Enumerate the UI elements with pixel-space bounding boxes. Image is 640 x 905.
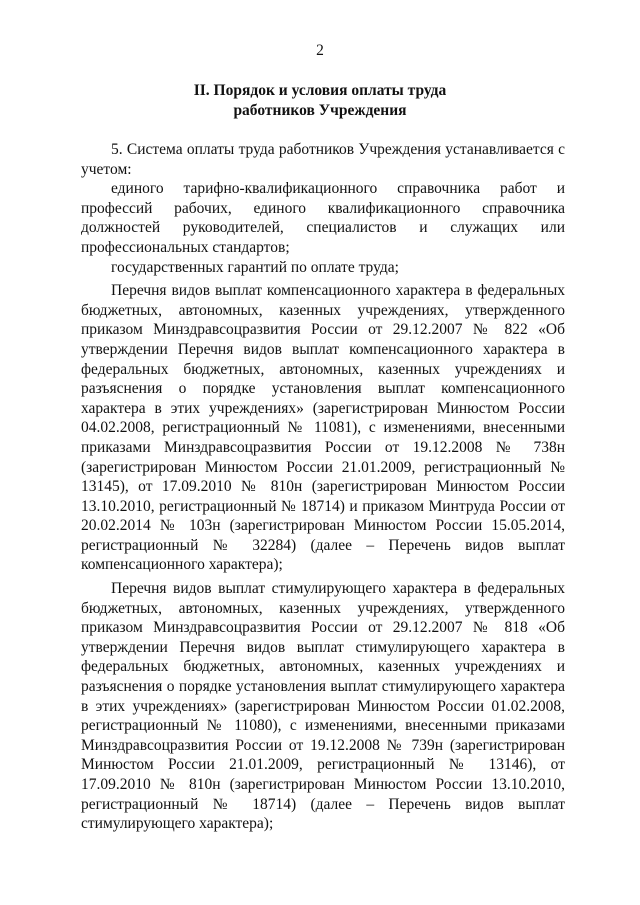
paragraph-qualification-reference: единого тарифно-квалификационного справочника работ и профессий рабочих, единого квалификационного справочника должностей руководителей, специалистов и служащих или профессиональных стандартов;	[81, 180, 565, 256]
paragraph-incentive-payments: Перечня видов выплат стимулирующего характера в федеральных бюджетных, автономных, казенных учреждениях, утвержденного приказом Минздравсоцразвития России от 29.12.2007 № 818 «Об утверждении Перечня видов выплат стимулирующего характера в федеральных бюджетных, автономных, казенных учреждениях и разъяснения о порядке установления выплат стимулирующего характера в этих учреждениях» (зарегистрирован Минюстом России 01.02.2008, регистрационный № 11080), с изменениями, внесенными приказами Минздравсоцразвития России от 19.12.2008 № 739н (зарегистрирован Минюстом России 21.01.2009, регистрационный № 13146), от 17.09.2010 № 810н (зарегистрирован Минюстом России 13.10.2010, регистрационный № 18714) (далее – Перечень видов выплат стимулирующего характера);	[81, 580, 565, 833]
paragraph-clause-5: 5. Система оплаты труда работников Учреждения устанавливается с учетом:	[81, 141, 565, 178]
paragraph-state-guarantees: государственных гарантий по оплате труда;	[111, 258, 399, 276]
section-heading-line-1: II. Порядок и условия оплаты труда	[193, 82, 447, 99]
section-heading	[0, 81, 640, 121]
document-body	[81, 140, 565, 834]
page-number: 2	[316, 42, 324, 59]
paragraph-compensation-payments: Перечня видов выплат компенсационного характера в федеральных бюджетных, автономных, казенных учреждениях, утвержденного приказом Минздравсоцразвития России от 29.12.2007 № 822 «Об утверждении Перечня видов выплат компенсационного характера в федеральных бюджетных, автономных, казенных учреждениях и разъяснения о порядке установления выплат компенсационного характера в этих учреждениях» (зарегистрирован Минюстом России 04.02.2008, регистрационный № 11081), с изменениями, внесенными приказами Минздравсоцразвития России от 19.12.2008 № 738н (зарегистрирован Минюстом России 21.01.2009, регистрационный № 13145), от 17.09.2010 № 810н (зарегистрирован Минюстом России 13.10.2010, регистрационный № 18714) и приказом Минтруда России от 20.02.2014 № 103н (зарегистрирован Минюстом России 15.05.2014, регистрационный № 32284) (далее – Перечень видов выплат компенсационного характера);	[81, 282, 565, 574]
section-heading-line-2: работников Учреждения	[233, 102, 407, 119]
